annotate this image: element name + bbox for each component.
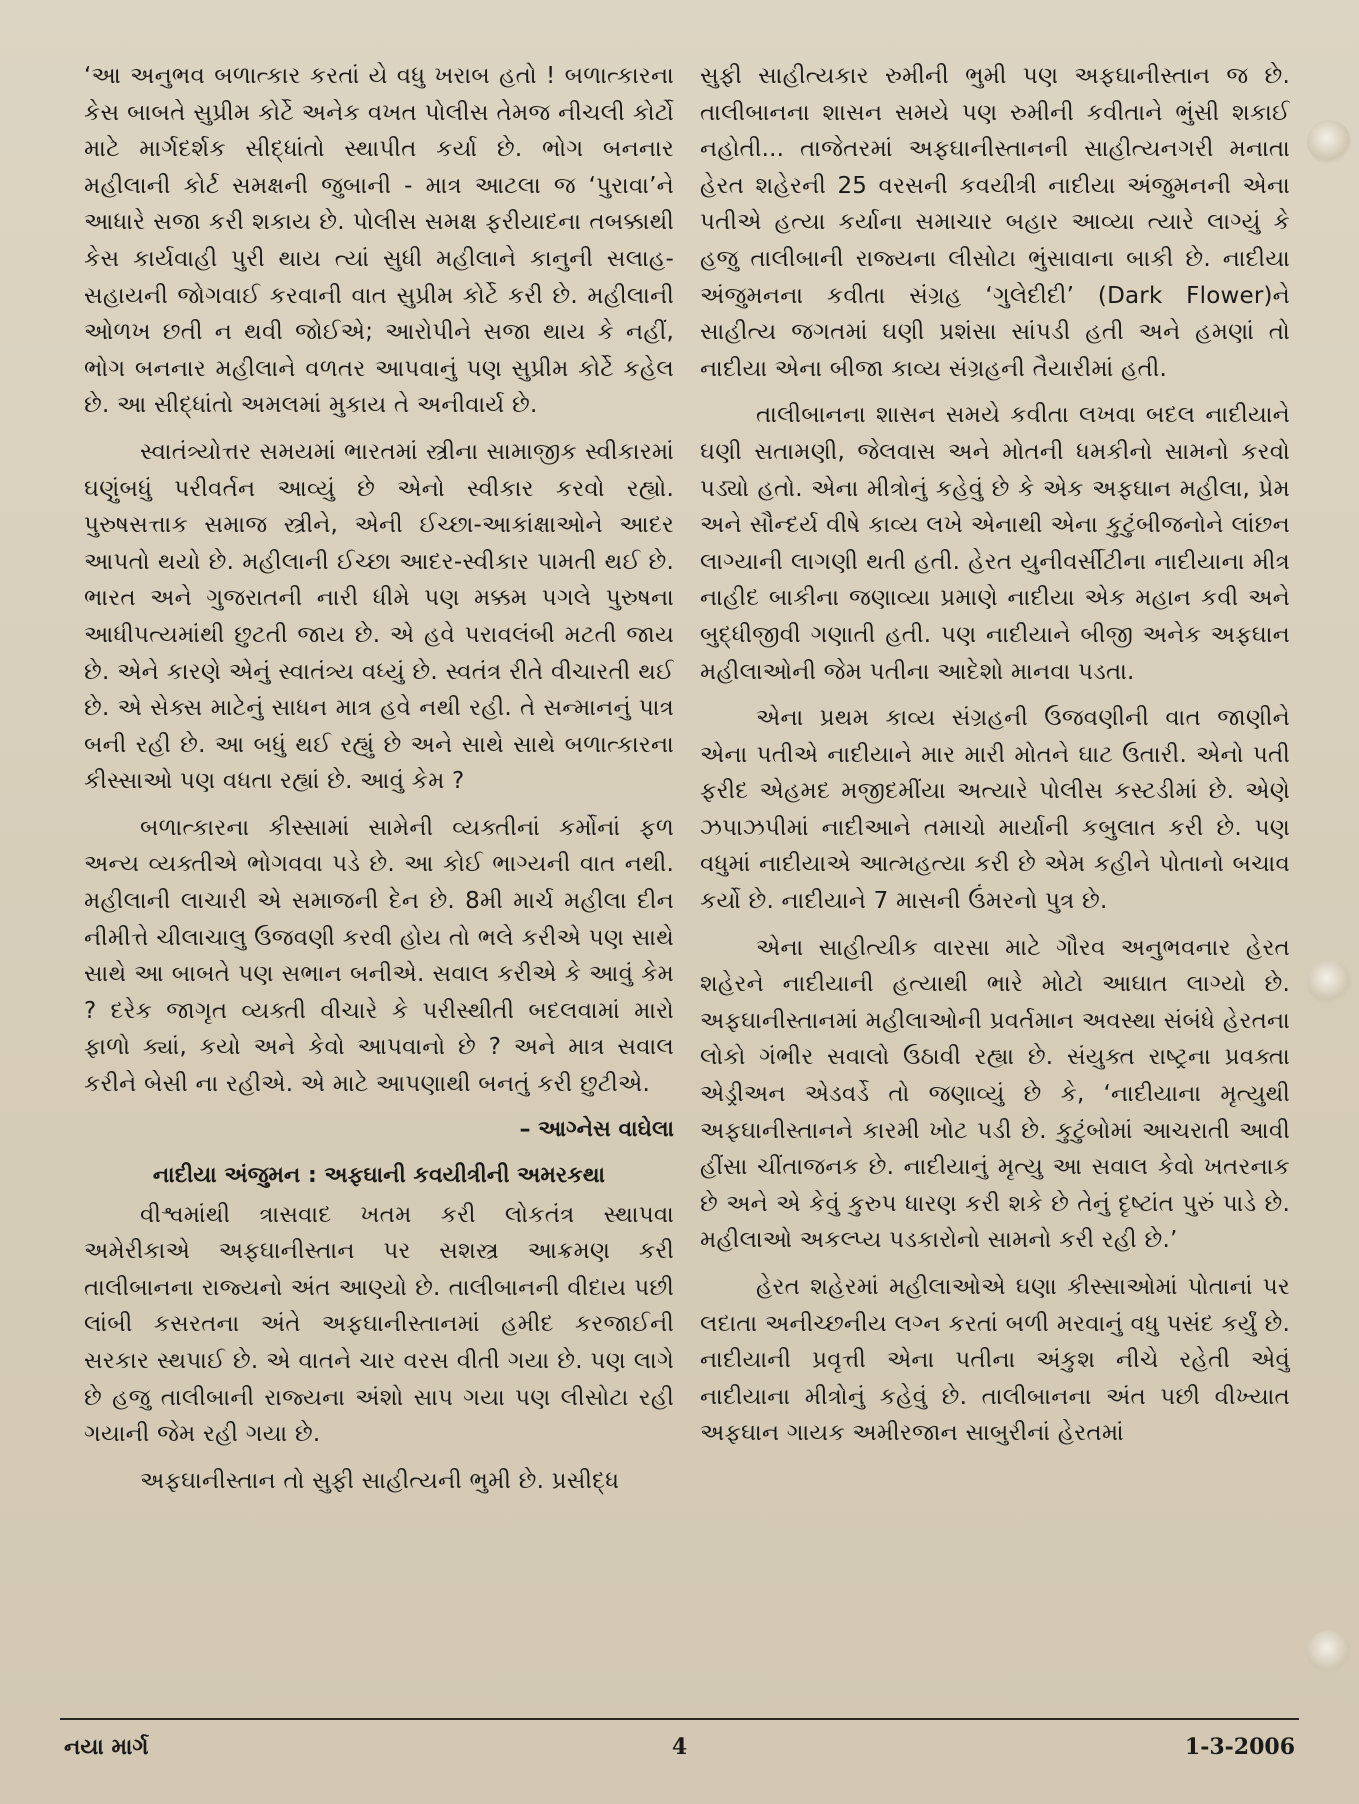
staple-hole-top <box>1307 120 1351 164</box>
staple-hole-bottom <box>1307 1630 1351 1674</box>
left-paragraph-3: બળાત્કારના કીસ્સામાં સામેની વ્યક્તીનાં કર્મોનાં ફળ અન્ય વ્યક્તીએ ભોગવવા પડે છે. આ કોઈ ભાગ્યની વાત નથી. મહીલાની લાચારી એ સમાજની દેન છે. 8મી માર્ચ મહીલા દીન નીમીત્તે ચીલાચાલુ ઉજવણી કરવી હોય તો ભલે કરીએ પણ સાથે સાથે આ બાબતે પણ સભાન બનીએ. સવાલ કરીએ કે આવું કેમ ? દરેક જાગૃત વ્યક્તી વીચારે કે પરીસ્થીતી બદલવામાં મારો ફાળો ક્યાં, કયો અને કેવો આપવાનો છે ? અને માત્ર સવાલ કરીને બેસી ના રહીએ. એ માટે આપણાથી બનતું કરી છુટીએ. <box>84 814 674 1098</box>
left-column <box>84 58 674 1713</box>
article-subheading: નાદીયા અંજુમન : અફઘાની કવયીત્રીની અમરકથા <box>152 1162 606 1188</box>
issue-date: 1-3-2006 <box>1184 1734 1295 1760</box>
publication-name: નયા માર્ગ <box>64 1734 149 1760</box>
right-paragraph-5: હેરત શહેરમાં મહીલાઓએ ઘણા કીસ્સાઓમાં પોતાનાં પર લદાતા અનીચ્છનીય લગ્ન કરતાં બળી મરવાનું વધુ પસંદ કર્યું છે. નાદીયાની પ્રવૃત્તી એના પતીના અંકુશ નીચે રહેતી એવું નાદીયાના મીત્રોનું કહેવું છે. તાલીબાનના અંત પછી વીખ્યાત અફઘાન ગાયક અમીરજાન સાબુરીનાં હેરતમાં <box>700 1274 1290 1447</box>
left-paragraph-5: અફઘાનીસ્તાન તો સુફી સાહીત્યની ભુમી છે. પ્રસીદ્ધ <box>140 1467 620 1494</box>
footer-rule <box>60 1718 1299 1720</box>
left-paragraph-2: સ્વાતંત્ર્યોત્તર સમયમાં ભારતમાં સ્ત્રીના સામાજીક સ્વીકારમાં ઘણુંબધું પરીવર્તન આવ્યું છે એનો સ્વીકાર કરવો રહ્યો. પુરુષસત્તાક સમાજ સ્ત્રીને, એની ઈચ્છા-આકાંક્ષાઓને આદર આપતો થયો છે. મહીલાની ઈચ્છા આદર-સ્વીકાર પામતી થઈ છે. ભારત અને ગુજરાતની નારી ધીમે પણ મક્કમ પગલે પુરુષના આધીપત્યમાંથી છુટતી જાય છે. એ હવે પરાવલંબી મટતી જાય છે. એને કારણે એનું સ્વાતંત્ર્ય વધ્યું છે. સ્વતંત્ર રીતે વીચારતી થઈ છે. એ સેક્સ માટેનું સાધન માત્ર હવે નથી રહી. તે સન્માનનું પાત્ર બની રહી છે. આ બધું થઈ રહ્યું છે અને સાથે સાથે બળાત્કારના કીસ્સાઓ પણ વધતા રહ્યાં છે. આવું કેમ ? <box>84 438 674 795</box>
right-paragraph-2: તાલીબાનના શાસન સમયે કવીતા લખવા બદલ નાદીયાને ઘણી સતામણી, જેલવાસ અને મોતની ધમકીનો સામનો કરવો પડ્યો હતો. એના મીત્રોનું કહેવું છે કે એક અફઘાન મહીલા, પ્રેમ અને સૌન્દર્ય વીષે કાવ્ય લખે એનાથી એના કુટુંબીજનોને લાંછન લાગ્યાની લાગણી થતી હતી. હેરત યુનીવર્સીટીના નાદીયાના મીત્ર નાહીદ બાકીના જણાવ્યા પ્રમાણે નાદીયા એક મહાન કવી અને બુદ્ધીજીવી ગણાતી હતી. પણ નાદીયાને બીજી અનેક અફઘાન મહીલાઓની જેમ પતીના આદેશો માનવા પડતા. <box>700 402 1290 685</box>
page-footer <box>60 1730 1299 1770</box>
author-byline: – આગ્નેસ વાઘેલા <box>519 1116 674 1142</box>
right-paragraph-3: એના પ્રથમ કાવ્ય સંગ્રહની ઉજવણીની વાત જાણીને એના પતીએ નાદીયાને માર મારી મોતને ઘાટ ઉતારી. એનો પતી ફરીદ એહમદ મજીદમીંયા અત્યારે પોલીસ કસ્ટડીમાં છે. એણે ઝપાઝપીમાં નાદીઆને તમાચો માર્યાની કબુલાત કરી છે. પણ વધુમાં નાદીયાએ આત્મહત્યા કરી છે એમ કહીને પોતાનો બચાવ કર્યો છે. નાદીયાને 7 માસની ઉંમરનો પુત્ર છે. <box>700 705 1290 915</box>
right-column <box>700 58 1290 1713</box>
left-paragraph-1: ‘આ અનુભવ બળાત્કાર કરતાં યે વધુ ખરાબ હતો ! બળાત્કારના કેસ બાબતે સુપ્રીમ કોર્ટે અનેક વખત પોલીસ તેમજ નીચલી કોર્ટો માટે માર્ગદર્શક સીદ્ધાંતો સ્થાપીત કર્યા છે. ભોગ બનનાર મહીલાની કોર્ટ સમક્ષની જુબાની - માત્ર આટલા જ ‘પુરાવા’ને આધારે સજા કરી શકાય છે. પોલીસ સમક્ષ ફરીયાદના તબક્કાથી કેસ કાર્યવાહી પુરી થાય ત્યાં સુધી મહીલાને કાનુની સલાહ-સહાયની જોગવાઈ કરવાની વાત સુપ્રીમ કોર્ટે કરી છે. મહીલાની ઓળખ છતી ન થવી જોઈએ; આરોપીને સજા થાય કે નહીં, ભોગ બનનાર મહીલાને વળતર આપવાનું પણ સુપ્રીમ કોર્ટે કહેલ છે. આ સીદ્ધાંતો અમલમાં મુકાય તે અનીવાર્ય છે. <box>84 63 674 419</box>
right-paragraph-4: એના સાહીત્યીક વારસા માટે ગૌરવ અનુભવનાર હેરત શહેરને નાદીયાની હત્યાથી ભારે મોટો આઘાત લાગ્યો છે. અફઘાનીસ્તાનમાં મહીલાઓની પ્રવર્તમાન અવસ્થા સંબંધે હેરતના લોકો ગંભીર સવાલો ઉઠાવી રહ્યા છે. સંયુક્ત રાષ્ટ્રના પ્રવક્તા એડ્રીઅન એડવર્ડે તો જણાવ્યું છે કે, ‘નાદીયાના મૃત્યુથી અફઘાનીસ્તાનને કારમી ખોટ પડી છે. કુટુંબોમાં આચરાતી આવી હીંસા ચીંતાજનક છે. નાદીયાનું મૃત્યુ આ સવાલ કેવો ખતરનાક છે અને એ કેવું કુરુપ ધારણ કરી શકે છે તેનું દૃષ્ટાંત પુરું પાડે છે. મહીલાઓ અકલ્પ્ય પડકારોનો સામનો કરી રહી છે.’ <box>700 934 1290 1254</box>
left-paragraph-4: વીશ્વમાંથી ત્રાસવાદ ખતમ કરી લોકતંત્ર સ્થાપવા અમેરીકાએ અફઘાનીસ્તાન પર સશસ્ત્ર આક્રમણ કરી તાલીબાનના રાજ્યનો અંત આણ્યો છે. તાલીબાનની વીદાય પછી લાંબી કસરતના અંતે અફઘાનીસ્તાનમાં હમીદ કરજાઈની સરકાર સ્થપાઈ છે. એ વાતને ચાર વરસ વીતી ગયા છે. પણ લાગે છે હજુ તાલીબાની રાજ્યના અંશો સાપ ગયા પણ લીસોટા રહી ગયાની જેમ રહી ગયા છે. <box>84 1201 674 1448</box>
right-paragraph-1: સુફી સાહીત્યકાર રુમીની ભુમી પણ અફઘાનીસ્તાન જ છે. તાલીબાનના શાસન સમયે પણ રુમીની કવીતાને ભુંસી શકાઈ નહોતી... તાજેતરમાં અફઘાનીસ્તાનની સાહીત્યનગરી મનાતા હેરત શહેરની 25 વરસની કવયીત્રી નાદીયા અંજુમનની એના પતીએ હત્યા કર્યાના સમાચાર બહાર આવ્યા ત્યારે લાગ્યું કે હજુ તાલીબાની રાજ્યના લીસોટા ભુંસાવાના બાકી છે. નાદીયા અંજુમનના કવીતા સંગ્રહ ‘ગુલેદીદી’ (Dark Flower)ને સાહીત્ય જગતમાં ઘણી પ્રશંસા સાંપડી હતી અને હમણાં તો નાદીયા એના બીજા કાવ્ય સંગ્રહની તૈયારીમાં હતી. <box>700 63 1290 382</box>
staple-hole-middle <box>1307 960 1351 1004</box>
page-number: 4 <box>671 1734 688 1760</box>
